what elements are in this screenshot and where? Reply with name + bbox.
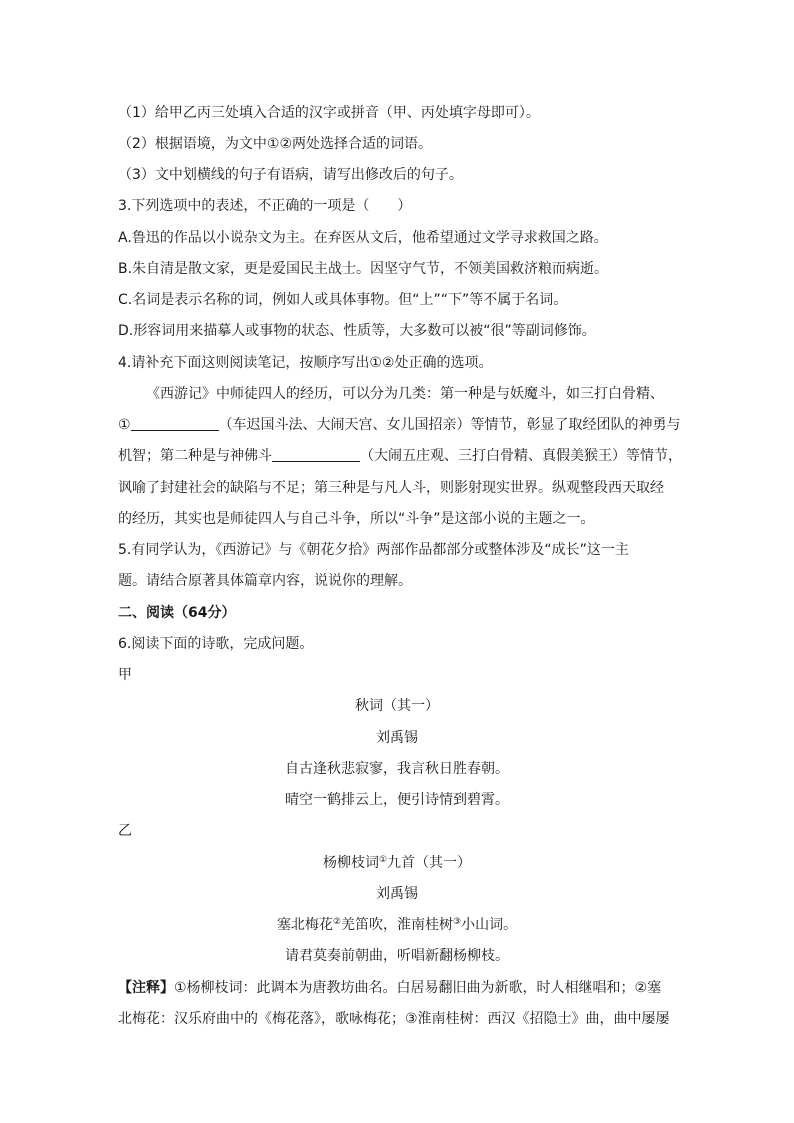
q4-line-4: 讽喻了封建社会的缺陷与不足；第三种是与凡人斗，则影射现实世界。纵观整段西天取经: [118, 480, 664, 496]
q4-line-1: 《西游记》中师徒四人的经历，可以分为几类：第一种是与妖魔斗，如三打白骨精、: [146, 386, 664, 402]
section-heading: 二、阅读（64分）: [118, 605, 236, 621]
poem1-author: 刘禹锡: [376, 730, 418, 746]
poem2-title-text: 杨柳枝词: [322, 855, 379, 871]
fill-blank-1[interactable]: [131, 416, 219, 431]
notes-line-1: [118, 979, 661, 997]
q4-line-3-tail: （大闹五庄观、三打白骨精、真假美猴王）等情节，: [360, 448, 682, 464]
poem1-label: 甲: [118, 667, 132, 683]
q3-stem: 3.下列选项中的表述，不正确的一项是（ ）: [118, 198, 412, 214]
q2-sub-3: （3）文中划横线的句子有语病，请写出修改后的句子。: [118, 167, 463, 183]
note-ref-1: ①: [378, 855, 388, 865]
poem1-line-1: 自古逢秋悲寂寥，我言秋日胜春朝。: [285, 761, 509, 777]
poem2-line-1-b: 羌笛吹，淮南桂树: [341, 917, 453, 933]
notes-line-2: 北梅花：汉乐府曲中的《梅花落》，歌咏梅花；③淮南桂树：西汉《招隐士》曲，曲中屡屡: [118, 1011, 670, 1027]
q6-stem: 6.阅读下面的诗歌，完成问题。: [118, 636, 314, 652]
q2-sub-1: （1）给甲乙丙三处填入合适的汉字或拼音（甲、丙处填字母即可）。: [118, 105, 540, 121]
q4-line-2: [118, 416, 681, 434]
poem2-label: 乙: [118, 823, 132, 839]
poem2-title-end: 九首（其一）: [387, 855, 472, 871]
notes-label: 【注释】: [118, 980, 174, 996]
poem2-author: 刘禹锡: [376, 886, 418, 902]
note-ref-3: ③: [453, 917, 462, 927]
q2-sub-2: （2）根据语境，为文中①②两处选择合适的词语。: [118, 136, 433, 152]
q5-line-1: 5.有同学认为，《西游记》与《朝花夕拾》两部作品都部分或整体涉及“成长”这一主: [118, 542, 629, 558]
q4-line-3-text: 机智；第二种是与神佛斗: [118, 448, 272, 464]
poem1-line-2: 晴空一鹤排云上，便引诗情到碧霄。: [285, 792, 509, 808]
q5-line-2: 题。请结合原著具体篇章内容，说说你的理解。: [118, 573, 412, 589]
poem1-title: 秋词（其一）: [355, 698, 439, 714]
poem2-title: [118, 854, 676, 872]
q4-marker-1: ①: [118, 417, 131, 433]
q4-stem: 4.请补充下面这则阅读笔记，按顺序写出①②处正确的选项。: [118, 355, 493, 371]
poem2-line-1-c: 小山词。: [461, 917, 518, 933]
q4-line-5: 的经历，其实也是师徒四人与自己斗争，所以“斗争”是这部小说的主题之一。: [118, 511, 595, 527]
note-ref-2: ②: [332, 917, 341, 927]
notes-line-1-text: ①杨柳枝词：此调本为唐教坊曲名。白居易翻旧曲为新歌，时人相继唱和；②塞: [174, 980, 662, 996]
q4-line-2-text: （车迟国斗法、大闹天宫、女儿国招亲）等情节，彰显了取经团队的神勇与: [218, 417, 681, 433]
poem2-line-1: [118, 916, 676, 934]
q3-option-a: A.鲁迅的作品以小说杂文为主。在弃医从文后，他希望通过文学寻求救国之路。: [118, 230, 608, 246]
q3-option-d: D.形容词用来描摹人或事物的状态、性质等，大多数可以被“很”等副词修饰。: [118, 323, 596, 339]
poem2-line-1-a: 塞北梅花: [276, 917, 333, 933]
fill-blank-2[interactable]: [272, 447, 360, 462]
q3-option-c: C.名词是表示名称的词，例如人或具体事物。但“上”“下”等不属于名词。: [118, 292, 568, 308]
q3-option-b: B.朱自清是散文家，更是爱国民主战士。因坚守气节，不领美国救济粮而病逝。: [118, 261, 609, 277]
poem2-line-2: 请君莫奏前朝曲，听唱新翻杨柳枝。: [285, 948, 509, 964]
q4-line-3: [118, 447, 682, 465]
